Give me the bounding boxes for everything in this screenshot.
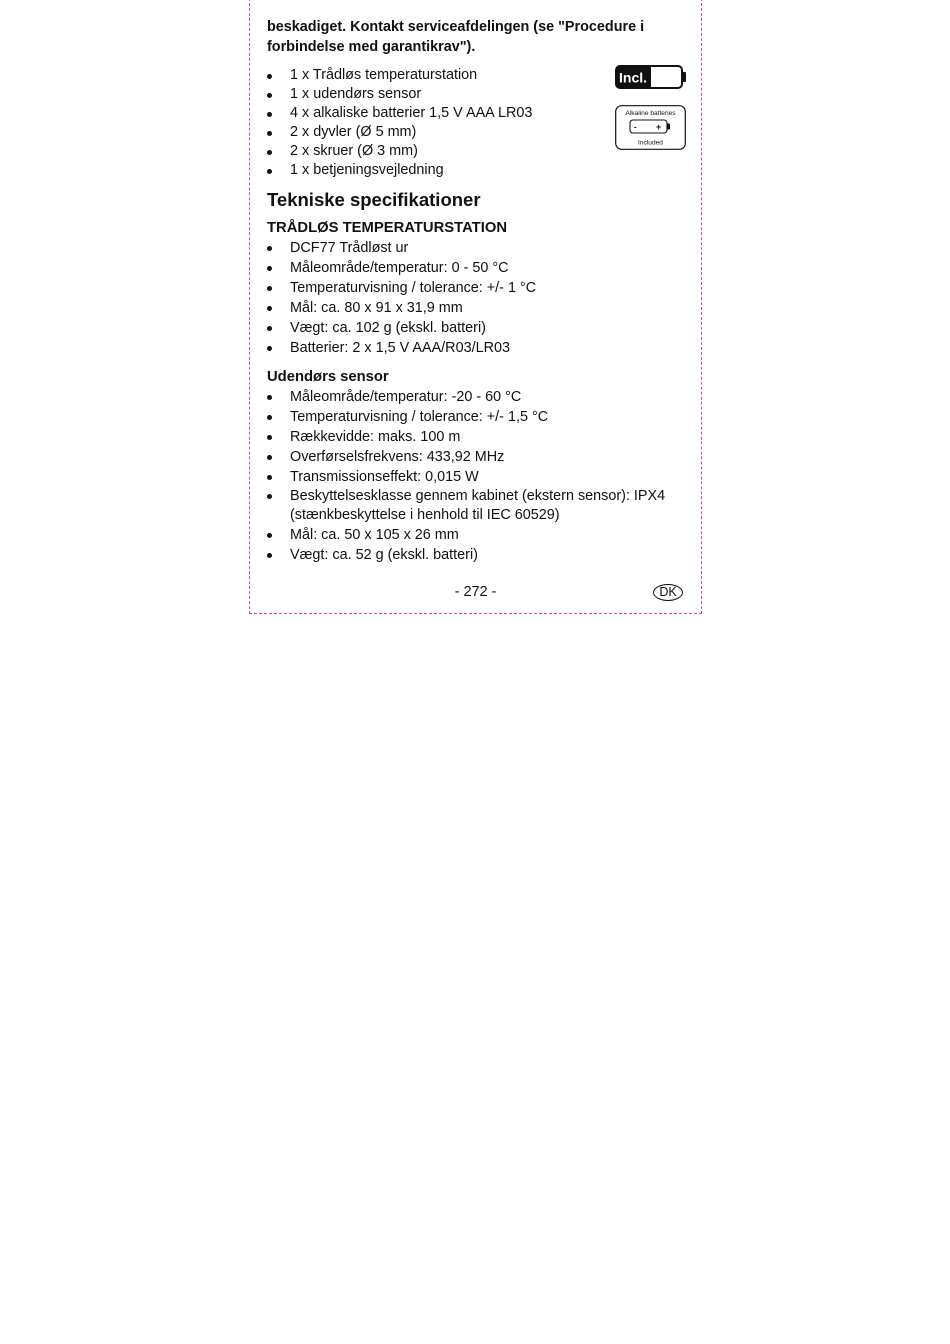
page-number: - 272 - [454, 584, 497, 600]
battery-included-icon [615, 65, 687, 89]
list-item: Måleområde/temperatur: 0 - 50 °C [267, 258, 687, 278]
alkaline-top-label: Alkaline batteries [625, 110, 676, 117]
intro-paragraph: beskadiget. Kontakt serviceafdelingen (se "Procedure i forbindelse med garantikrav"). [267, 19, 645, 55]
list-item: Mål: ca. 50 x 105 x 26 mm [267, 525, 687, 545]
specs-heading: Tekniske specifikationer [267, 189, 481, 210]
list-item: 1 x betjeningsvejledning [267, 161, 687, 180]
list-item: Temperaturvisning / tolerance: +/- 1 °C [267, 278, 687, 298]
page-footer [250, 582, 701, 602]
list-item: Mål: ca. 80 x 91 x 31,9 mm [267, 298, 687, 318]
station-heading: TRÅDLØS TEMPERATURSTATION [267, 220, 508, 236]
station-spec-list [267, 238, 687, 358]
sensor-spec-list [267, 387, 687, 565]
list-item: 1 x Trådløs temperaturstation [267, 66, 687, 85]
minus-sign: - [634, 122, 637, 132]
list-item: 2 x dyvler (Ø 5 mm) [267, 123, 687, 142]
country-badge: DK [653, 584, 683, 601]
list-item: Batterier: 2 x 1,5 V AAA/R03/LR03 [267, 338, 687, 358]
list-item: Vægt: ca. 102 g (ekskl. batteri) [267, 318, 687, 338]
list-item: 1 x udendørs sensor [267, 85, 687, 104]
list-item: Transmissionseffekt: 0,015 W [267, 467, 687, 487]
list-item: Temperaturvisning / tolerance: +/- 1,5 °C [267, 407, 687, 427]
alkaline-bottom-label: Included [638, 139, 663, 147]
list-item: 2 x skruer (Ø 3 mm) [267, 142, 687, 161]
alkaline-batteries-icon [615, 105, 686, 150]
list-item: Rækkevidde: maks. 100 m [267, 427, 687, 447]
plus-sign: + [656, 122, 662, 132]
page-content [267, 17, 687, 565]
list-item: Vægt: ca. 52 g (ekskl. batteri) [267, 545, 687, 565]
list-item: Beskyttelsesklasse gennem kabinet (ekstern sensor): IPX4 (stænkbeskyttelse i henhold til IEC 60529) [267, 487, 687, 525]
manual-page [249, 0, 702, 614]
list-item: 4 x alkaliske batterier 1,5 V AAA LR03 [267, 104, 687, 123]
list-item: Måleområde/temperatur: -20 - 60 °C [267, 387, 687, 407]
list-item: Overførselsfrekvens: 433,92 MHz [267, 447, 687, 467]
list-item: DCF77 Trådløst ur [267, 238, 687, 258]
incl-label: Incl. [619, 69, 648, 86]
sensor-heading: Udendørs sensor [267, 369, 389, 385]
